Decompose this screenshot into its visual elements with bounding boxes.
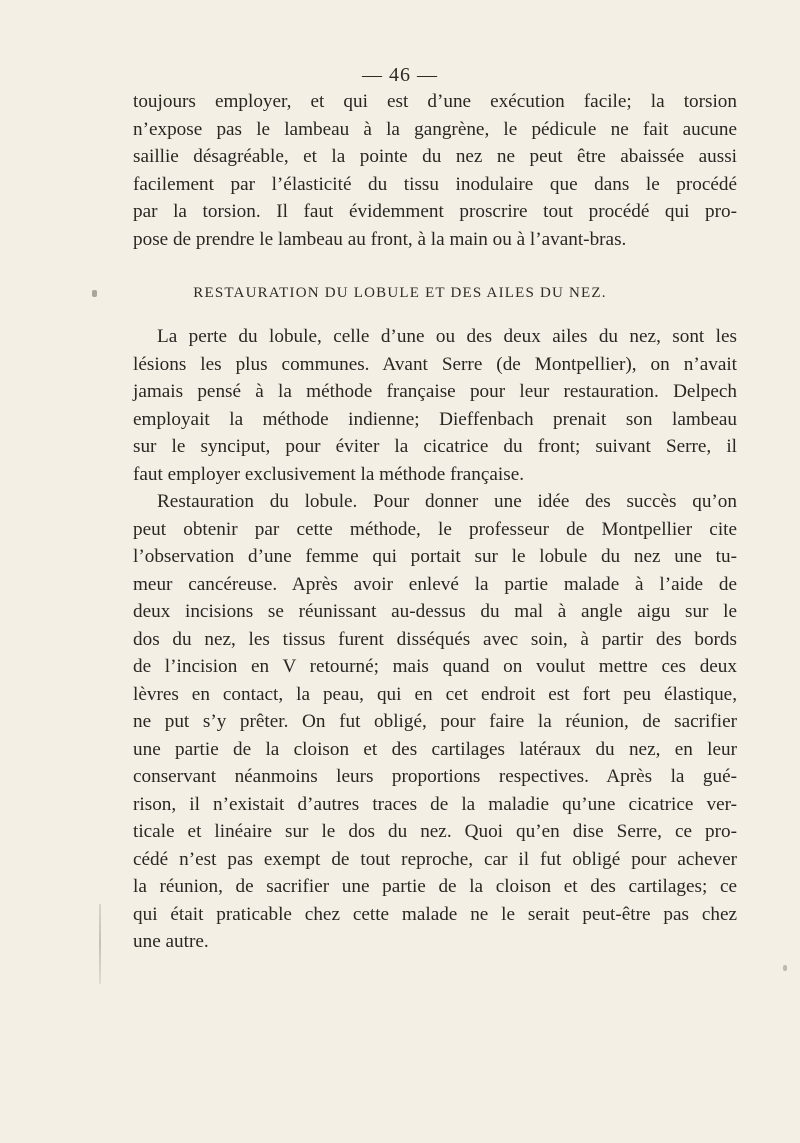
text-line: toujours employer, et qui est d’une exécution facile; la torsion (133, 91, 737, 112)
text-line: pose de prendre le lambeau au front, à la main ou à l’avant-bras. (133, 228, 627, 250)
text-line: sur le synciput, pour éviter la cicatrice du front; suivant Serre, il (133, 436, 737, 457)
text-line: lèvres en contact, la peau, qui en cet endroit est fort peu élastique, (133, 683, 737, 705)
text-line: cédé n’est pas exempt de tout reproche, car il fut obligé pour achever (133, 848, 737, 870)
text-line: rison, il n’existait d’autres traces de la maladie qu’une cicatrice ver- (133, 793, 737, 815)
text-line: jamais pensé à la méthode française pour leur restauration. Delpech (133, 381, 737, 402)
text-line: saillie désagréable, et la pointe du nez ne peut être abaissée aussi (133, 146, 737, 167)
text-line: une autre. (133, 931, 209, 952)
text-line: une partie de la cloison et des cartilages latéraux du nez, en leur (133, 738, 737, 760)
text-line: par la torsion. Il faut évidemment proscrire tout procédé qui pro- (133, 201, 737, 222)
text-line: dos du nez, les tissus furent disséqués avec soin, à partir des bords (133, 628, 737, 650)
text-line: ne put s’y prêter. On fut obligé, pour faire la réunion, de sacrifier (133, 711, 737, 732)
paragraph-1 (133, 88, 737, 253)
text-line: la réunion, de sacrifier une partie de la cloison et des cartilages; ce (133, 876, 737, 897)
paragraph-2 (133, 323, 737, 488)
text-line: La perte du lobule, celle d’une ou des deux ailes du nez, sont les (157, 326, 737, 347)
text-line: n’expose pas le lambeau à la gangrène, le pédicule ne fait aucune (133, 118, 737, 140)
text-line: de l’incision en V retourné; mais quand on voulut mettre ces deux (133, 656, 737, 677)
text-line: peut obtenir par cette méthode, le professeur de Montpellier cite (133, 518, 737, 540)
paragraph-3 (133, 488, 737, 956)
text-line: Restauration du lobule. Pour donner une idée des succès qu’on (157, 491, 737, 512)
section-heading: RESTAURATION DU LOBULE ET DES AILES DU NEZ. (193, 285, 607, 301)
text-line: deux incisions se réunissant au-dessus du mal à angle aigu sur le (133, 601, 737, 622)
paper-speck (783, 965, 787, 971)
text-line: employait la méthode indienne; Dieffenbach prenait son lambeau (133, 408, 737, 430)
text-line: ticale et linéaire sur le dos du nez. Quoi qu’en dise Serre, ce pro- (133, 821, 737, 842)
paper-stain (99, 904, 101, 984)
text-line: facilement par l’élasticité du tissu inodulaire que dans le procédé (133, 173, 737, 195)
text-line: conservant néanmoins leurs proportions respectives. Après la gué- (133, 766, 737, 787)
text-line: faut employer exclusivement la méthode française. (133, 463, 525, 485)
page-number: — 46 — (362, 64, 438, 86)
body-text (133, 323, 737, 956)
text-line: qui était praticable chez cette malade ne le serait peut-être pas chez (133, 903, 737, 925)
text-line: meur cancéreuse. Après avoir enlevé la partie malade à l’aide de (133, 573, 737, 595)
text-line: l’observation d’une femme qui portait sur le lobule du nez une tu- (133, 546, 737, 567)
text-line: lésions les plus communes. Avant Serre (de Montpellier), on n’avait (133, 353, 737, 375)
